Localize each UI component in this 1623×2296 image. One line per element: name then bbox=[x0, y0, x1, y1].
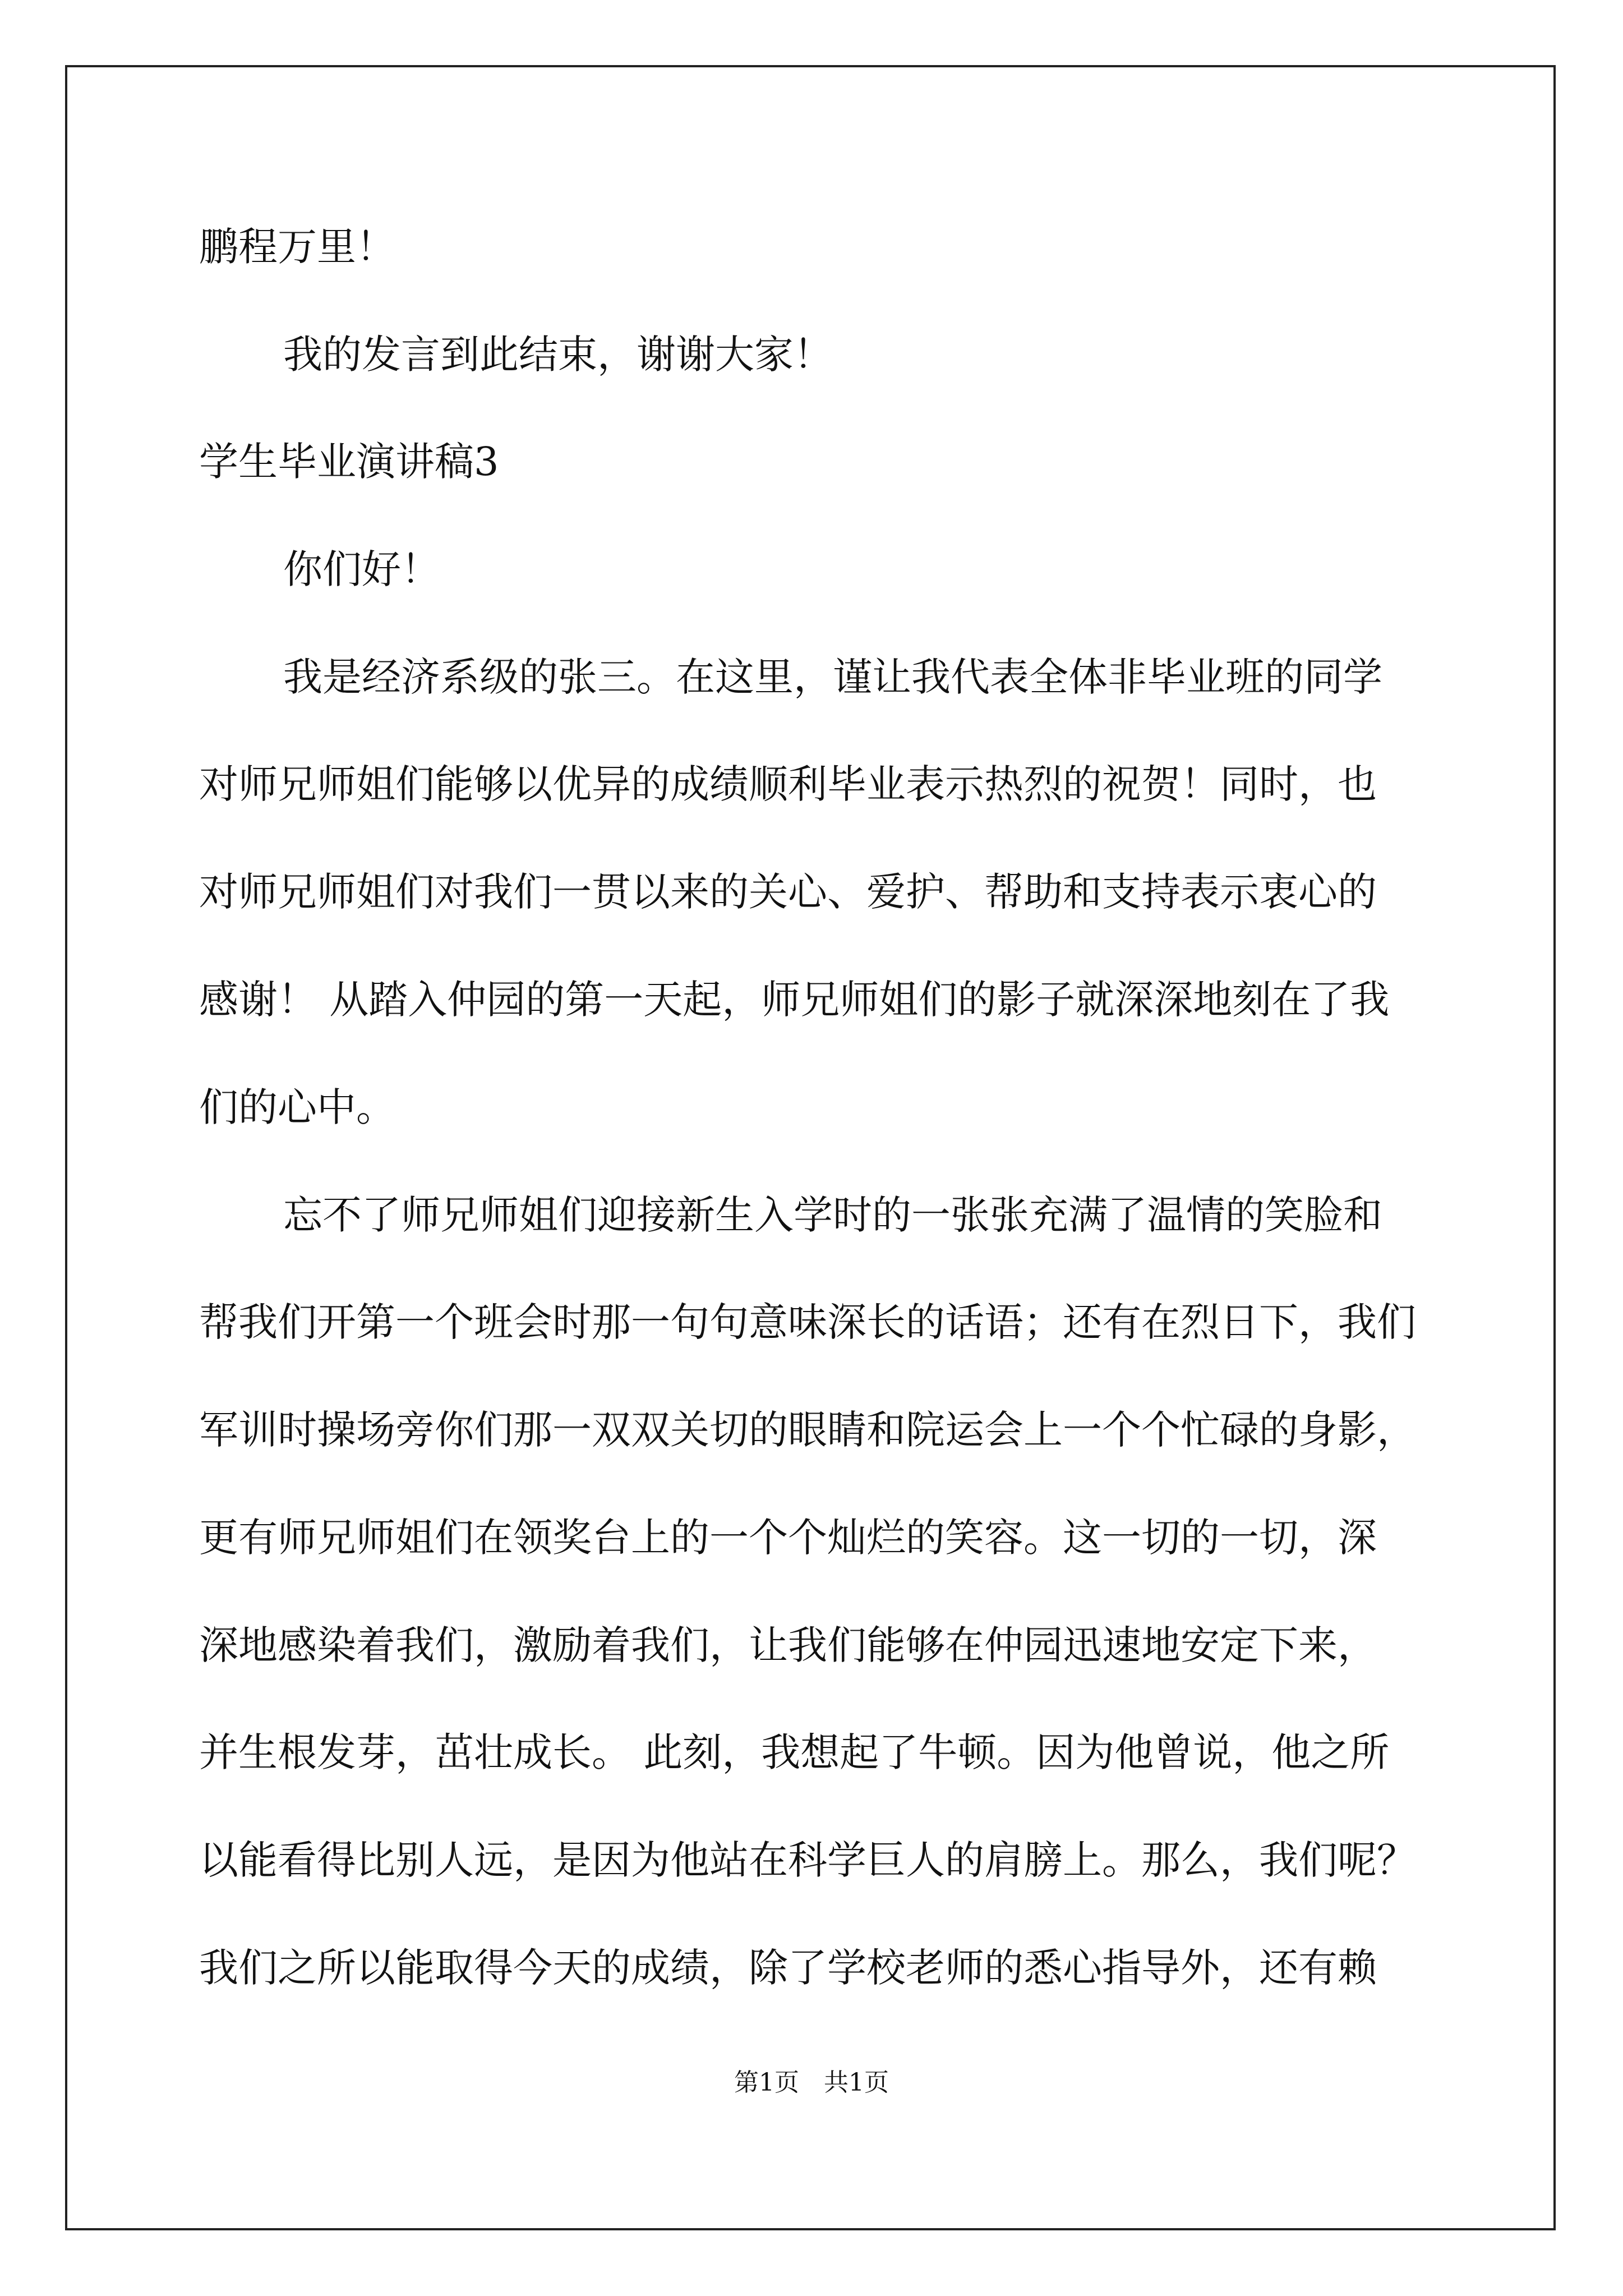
paragraph-line: 我是经济系级的张三。在这里，谨让我代表全体非毕业班的同学 bbox=[283, 654, 1382, 700]
paragraph-line: 深地感染着我们，激励着我们，让我们能够在仲园迅速地安定下来， bbox=[199, 1622, 1377, 1668]
page-border bbox=[65, 65, 1556, 2230]
text-line-greeting: 你们好！ bbox=[283, 546, 440, 592]
paragraph-line: 军训时操场旁你们那一双双关切的眼睛和院运会上一个个忙碌的身影， bbox=[199, 1407, 1416, 1453]
text-line-thanks: 我的发言到此结束，谢谢大家！ bbox=[283, 332, 833, 378]
paragraph-line: 感谢！ 从踏入仲园的第一天起，师兄师姐们的影子就深深地刻在了我 bbox=[199, 977, 1390, 1023]
paragraph-line: 对师兄师姐们对我们一贯以来的关心、爱护、帮助和支持表示衷心的 bbox=[199, 869, 1377, 915]
paragraph-line: 们的心中。 bbox=[199, 1084, 395, 1130]
paragraph-line: 更有师兄师姐们在领奖台上的一个个灿烂的笑容。这一切的一切，深 bbox=[199, 1515, 1377, 1561]
paragraph-line: 并生根发芽，茁壮成长。 此刻，我想起了牛顿。因为他曾说，他之所 bbox=[199, 1729, 1390, 1775]
page-number-footer: 第1页 共1页 bbox=[734, 2068, 889, 2097]
text-line-closing-wish: 鹏程万里！ bbox=[199, 224, 395, 270]
paragraph-line: 以能看得比别人远，是因为他站在科学巨人的肩膀上。那么，我们呢？ bbox=[199, 1837, 1416, 1883]
paragraph-line: 对师兄师姐们能够以优异的成绩顺利毕业表示热烈的祝贺！同时，也 bbox=[199, 761, 1377, 807]
section-heading: 学生毕业演讲稿3 bbox=[199, 439, 499, 485]
paragraph-line: 我们之所以能取得今天的成绩，除了学校老师的悉心指导外，还有赖 bbox=[199, 1945, 1377, 1991]
paragraph-line: 帮我们开第一个班会时那一句句意味深长的话语；还有在烈日下，我们 bbox=[199, 1299, 1416, 1345]
paragraph-line: 忘不了师兄师姐们迎接新生入学时的一张张充满了温情的笑脸和 bbox=[283, 1192, 1382, 1238]
